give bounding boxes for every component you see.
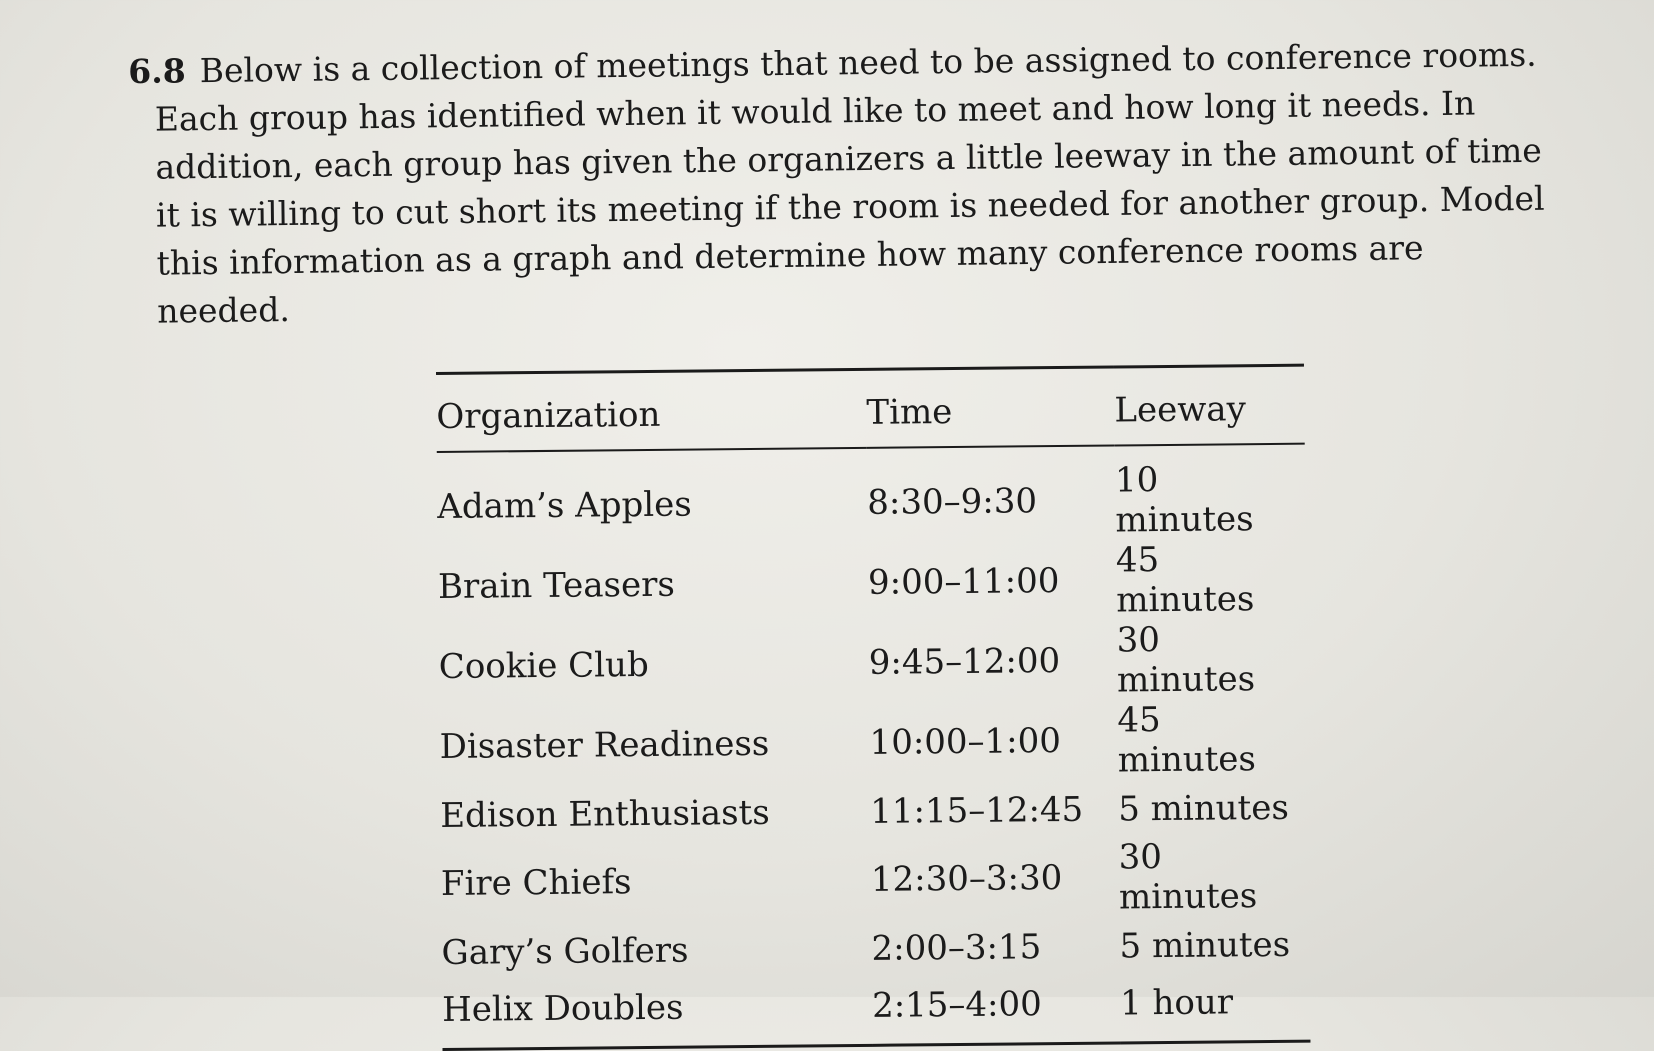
- cell-time: 9:00–11:00: [867, 561, 1060, 603]
- meetings-table-container: [436, 364, 1310, 1051]
- cell-leeway: 10 minutes: [1114, 460, 1254, 541]
- problem-paragraph: [128, 31, 1551, 336]
- cell-time: 9:45–12:00: [868, 641, 1061, 683]
- cell-time: 10:00–1:00: [869, 721, 1062, 763]
- table-row: [442, 973, 1311, 1050]
- cell-leeway: 30 minutes: [1116, 620, 1256, 701]
- table-row: [438, 539, 1307, 627]
- cell-leeway: 45 minutes: [1115, 540, 1255, 621]
- header-time: Time: [866, 367, 1115, 448]
- table-row: [439, 699, 1308, 787]
- cell-organization: Cookie Club: [438, 644, 649, 687]
- table-row: [437, 444, 1306, 547]
- table-row: [440, 779, 1309, 844]
- cell-leeway: 5 minutes: [1118, 787, 1290, 829]
- cell-leeway: 45 minutes: [1117, 700, 1257, 781]
- table-row: [441, 916, 1310, 981]
- header-organization: Organization: [436, 369, 867, 452]
- table-header-row: [436, 365, 1305, 452]
- problem-text: Below is a collection of meetings that need to be assigned to conference rooms. Each group has identified when it would like to meet and how long it needs. In addition, each group has given the organizers a little leeway in the amount of time it is willing to cut short its meeting if the room is needed for another group. Model this information as a graph and determine how many conference rooms are needed.: [154, 34, 1545, 331]
- cell-time: 2:00–3:15: [871, 926, 1042, 969]
- cell-time: 11:15–12:45: [870, 789, 1084, 832]
- table-row: [438, 619, 1307, 707]
- cell-leeway: 30 minutes: [1118, 837, 1258, 918]
- cell-organization: Gary’s Golfers: [441, 930, 689, 973]
- cell-leeway: 5 minutes: [1119, 924, 1291, 966]
- cell-organization: Edison Enthusiasts: [440, 792, 770, 836]
- cell-organization: Brain Teasers: [437, 564, 676, 607]
- cell-organization: Disaster Readiness: [439, 723, 770, 767]
- cell-time: 12:30–3:30: [870, 858, 1063, 900]
- cell-leeway: 1 hour: [1119, 981, 1234, 1023]
- table-row: [441, 836, 1310, 924]
- header-leeway: Leeway: [1114, 365, 1305, 445]
- meetings-table: [436, 364, 1310, 1051]
- problem-statement: [128, 31, 1551, 336]
- cell-time: 8:30–9:30: [867, 481, 1038, 523]
- problem-number: 6.8: [128, 51, 186, 91]
- cell-organization: Fire Chiefs: [440, 862, 632, 904]
- cell-organization: Adam’s Apples: [437, 484, 692, 527]
- cell-time: 2:15–4:00: [871, 983, 1042, 1026]
- cell-organization: Helix Doubles: [441, 987, 684, 1030]
